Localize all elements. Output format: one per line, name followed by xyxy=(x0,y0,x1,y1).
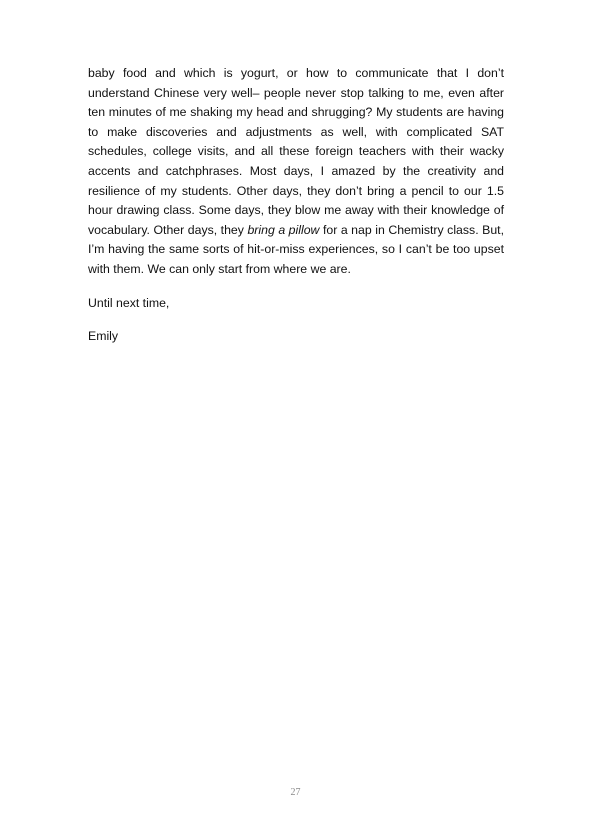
paragraph-text-part1: baby food and which is yogurt, or how to communicate that I don’t understand Chinese very well– people never stop talking to me, even after ten minutes of me shaking my head and shrugging? My students are having to make discoveries and adjustments as well, with complicated SAT schedules, college visits, and all these foreign teachers with their wacky accents and catchphrases. Most days, I amazed by the creativity and resilience of my students. Other days, they don’t bring a pencil to our 1.5 hour drawing class. Some days, they blow me away with their knowledge of vocabulary. Other days, they xyxy=(88,66,504,237)
signature: Emily xyxy=(88,329,119,344)
main-paragraph xyxy=(88,64,504,280)
paragraph-emphasis: bring a pillow xyxy=(247,222,320,237)
page-number: 27 xyxy=(290,787,301,798)
letter-body xyxy=(88,64,504,347)
closing-line: Until next time, xyxy=(88,295,170,310)
paragraph-text-part2: for a nap in Chemistry class. But, I’m having the same sorts of hit-or-miss experiences, so I can’t be too upset with them. We can only start from where we are. xyxy=(88,222,505,276)
